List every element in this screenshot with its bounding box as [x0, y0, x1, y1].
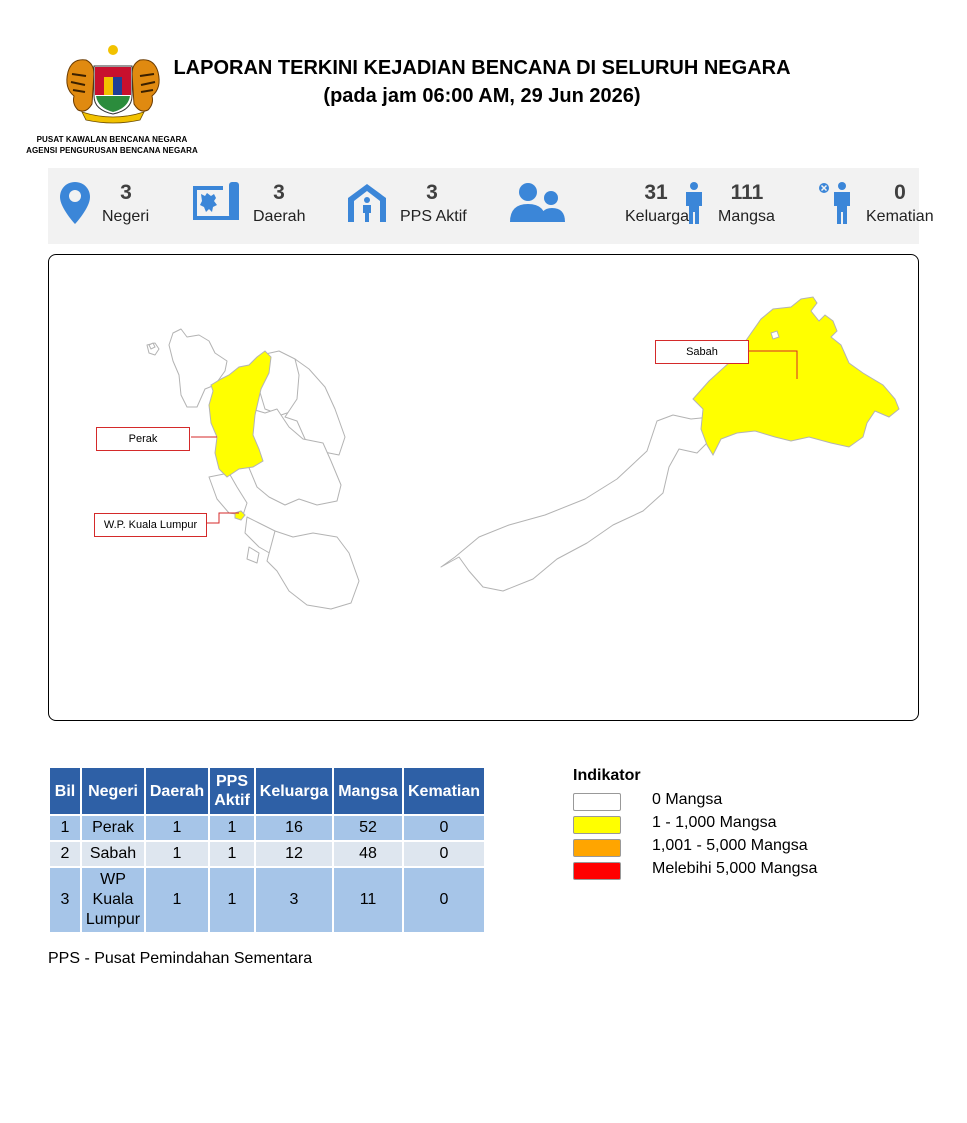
- cell-pps: 1: [210, 868, 254, 932]
- family-icon: [510, 182, 566, 224]
- report-title-date: (pada jam 06:00 AM, 29 Jun 2026): [323, 85, 641, 107]
- cell-mangsa: 48: [334, 842, 402, 866]
- callout-perak: Perak: [96, 427, 190, 451]
- person-icon: [682, 182, 706, 224]
- stat-negeri-value: 3: [120, 181, 132, 204]
- legend-item: [573, 814, 777, 837]
- stat-kematian-label: Kematian: [866, 208, 934, 225]
- table-header-row: [50, 768, 484, 814]
- legend-swatch: [573, 862, 621, 880]
- cell-negeri: WP Kuala Lumpur: [82, 868, 144, 932]
- agency-line-2: AGENSI PENGURUSAN BENCANA NEGARA: [26, 146, 198, 155]
- col-header-keluarga: Keluarga: [256, 768, 332, 814]
- agency-name: [20, 134, 204, 156]
- map-pin-icon: [60, 182, 90, 224]
- stat-mangsa: [682, 168, 812, 244]
- stat-daerah: [191, 168, 331, 244]
- cell-keluarga: 16: [256, 816, 332, 840]
- cell-kematian: 0: [404, 842, 484, 866]
- table-row: [50, 868, 484, 932]
- cell-bil: 1: [50, 816, 80, 840]
- stat-kematian-value: 0: [894, 181, 906, 204]
- affected-states-table: [48, 766, 486, 934]
- legend-label: Melebihi 5,000 Mangsa: [652, 860, 818, 877]
- agency-line-1: PUSAT KAWALAN BENCANA NEGARA: [36, 135, 188, 144]
- table-row: [50, 842, 484, 866]
- report-title-main: LAPORAN TERKINI KEJADIAN BENCANA DI SELURUH NEGARA: [173, 57, 791, 79]
- shelter-icon: [346, 182, 388, 224]
- stat-mangsa-value: 111: [730, 181, 764, 204]
- legend-item: [573, 860, 818, 883]
- cell-keluarga: 12: [256, 842, 332, 866]
- legend-item: [573, 837, 808, 860]
- col-header-kematian: Kematian: [404, 768, 484, 814]
- stat-negeri-label: Negeri: [102, 208, 150, 225]
- col-header-mangsa: Mangsa: [334, 768, 402, 814]
- legend-label: 0 Mangsa: [652, 791, 723, 808]
- cell-bil: 2: [50, 842, 80, 866]
- summary-stats-bar: [48, 168, 934, 244]
- stat-mangsa-label: Mangsa: [718, 208, 775, 225]
- leader-line-kl: [207, 513, 239, 523]
- table-footnote: PPS - Pusat Pemindahan Sementara: [48, 950, 313, 967]
- cell-mangsa: 11: [334, 868, 402, 932]
- cell-keluarga: 3: [256, 868, 332, 932]
- callout-sabah: Sabah: [655, 340, 749, 364]
- legend-item: [573, 791, 723, 814]
- cell-daerah: 1: [146, 816, 208, 840]
- stat-pps-aktif: [346, 168, 486, 244]
- state-selangor: [209, 473, 247, 515]
- cell-bil: 3: [50, 868, 80, 932]
- cell-negeri: Perak: [82, 816, 144, 840]
- stat-pps-value: 3: [426, 181, 438, 204]
- stat-daerah-label: Daerah: [253, 208, 306, 225]
- legend-swatch: [573, 839, 621, 857]
- stat-keluarga-value: 31: [644, 181, 668, 204]
- district-map-icon: [191, 182, 241, 224]
- stat-pps-label: PPS Aktif: [400, 208, 467, 225]
- report-title: [150, 54, 814, 110]
- table-row: [50, 816, 484, 840]
- legend-label: 1,001 - 5,000 Mangsa: [652, 837, 808, 854]
- malaysia-map: [48, 254, 919, 721]
- map-legend: [573, 767, 818, 883]
- col-header-negeri: Negeri: [82, 768, 144, 814]
- state-johor: [267, 531, 359, 609]
- state-melaka: [247, 547, 259, 563]
- cell-daerah: 1: [146, 842, 208, 866]
- legend-title: Indikator: [573, 767, 641, 784]
- island-labuan: [771, 331, 779, 339]
- cell-negeri: Sabah: [82, 842, 144, 866]
- stat-daerah-value: 3: [273, 181, 285, 204]
- cell-kematian: 0: [404, 868, 484, 932]
- legend-label: 1 - 1,000 Mangsa: [652, 814, 777, 831]
- malaysia-coat-of-arms-logo: [62, 42, 164, 124]
- cell-pps: 1: [210, 842, 254, 866]
- col-header-daerah: Daerah: [146, 768, 208, 814]
- callout-kuala-lumpur: W.P. Kuala Lumpur: [94, 513, 207, 537]
- stat-kematian: [818, 168, 934, 244]
- state-sarawak: [441, 415, 717, 591]
- person-x-icon: [818, 182, 854, 224]
- stat-keluarga-label: Keluarga: [625, 208, 690, 225]
- col-header-pps-aktif: PPS Aktif: [210, 768, 254, 814]
- legend-swatch: [573, 793, 621, 811]
- col-header-bil: Bil: [50, 768, 80, 814]
- cell-kematian: 0: [404, 816, 484, 840]
- cell-mangsa: 52: [334, 816, 402, 840]
- cell-daerah: 1: [146, 868, 208, 932]
- stat-keluarga: [510, 168, 690, 244]
- cell-pps: 1: [210, 816, 254, 840]
- state-sabah: [693, 297, 899, 455]
- legend-swatch: [573, 816, 621, 834]
- stat-negeri: [48, 168, 188, 244]
